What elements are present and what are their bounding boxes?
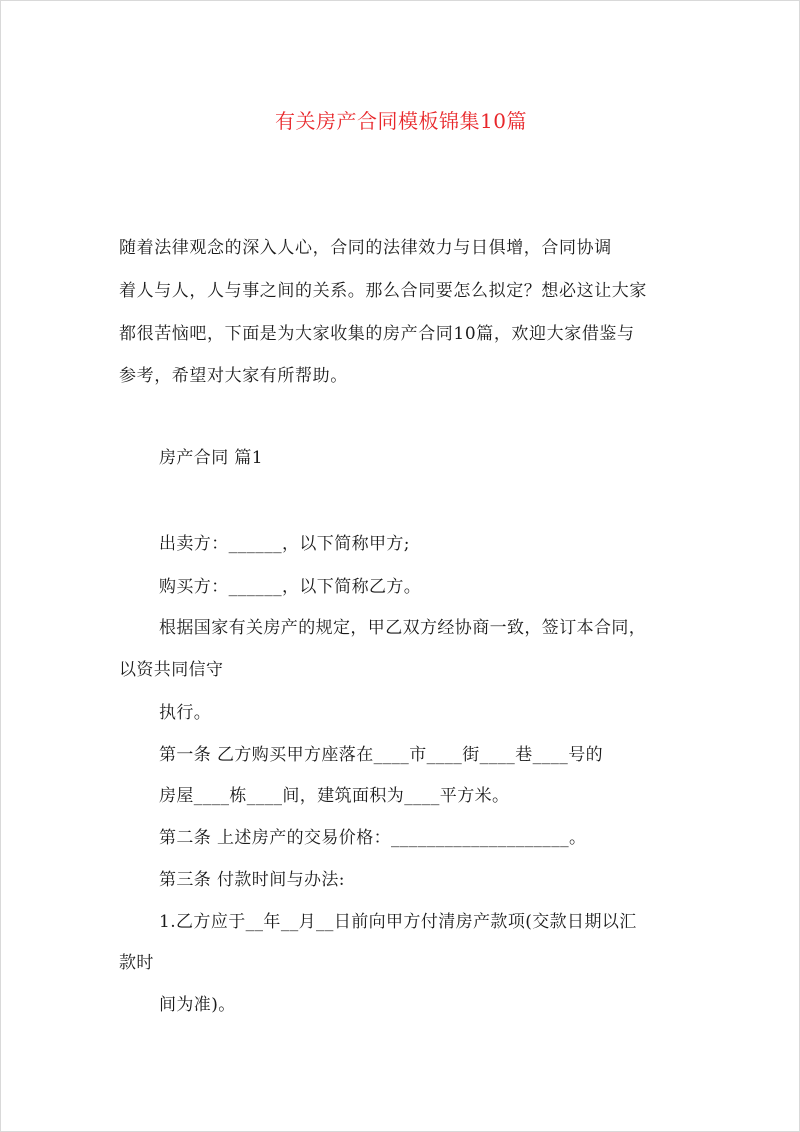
clause-execute: 执行。: [159, 703, 212, 723]
section-heading: 房产合同 篇1: [159, 448, 264, 468]
intro-line-2: 着人与人，人与事之间的关系。那么合同要怎么拟定？想必这让大家: [119, 281, 647, 301]
intro-line-4: 参考，希望对大家有所帮助。: [119, 366, 348, 386]
clause-article-3: 第三条 付款时间与办法:: [159, 870, 345, 890]
intro-line-3: 都很苦恼吧，下面是为大家收集的房产合同10篇，欢迎大家借鉴与: [119, 324, 635, 344]
clause-article-1: 第一条 乙方购买甲方座落在____市____街____巷____号的: [159, 745, 604, 765]
clause-payment-1-end: 间为准)。: [159, 995, 236, 1015]
clause-basis: 根据国家有关房产的规定，甲乙双方经协商一致，签订本合同，: [159, 618, 647, 638]
clause-seller: 出卖方：______，以下简称甲方;: [159, 534, 410, 554]
clause-payment-1: 1.乙方应于__年__月__日前向甲方付清房产款项(交款日期以汇: [159, 912, 637, 932]
clause-payment-1-cont: 款时: [119, 953, 154, 973]
clause-article-1-cont: 房屋____栋____间，建筑面积为____平方米。: [159, 786, 510, 806]
clause-buyer: 购买方：______，以下简称乙方。: [159, 577, 422, 597]
clause-article-2: 第二条 上述房产的交易价格：____________________。: [159, 828, 587, 848]
clause-basis-cont: 以资共同信守: [119, 660, 224, 680]
document-title: 有关房产合同模板锦集10篇: [275, 109, 527, 133]
intro-line-1: 随着法律观念的深入人心，合同的法律效力与日俱增，合同协调: [119, 238, 612, 258]
